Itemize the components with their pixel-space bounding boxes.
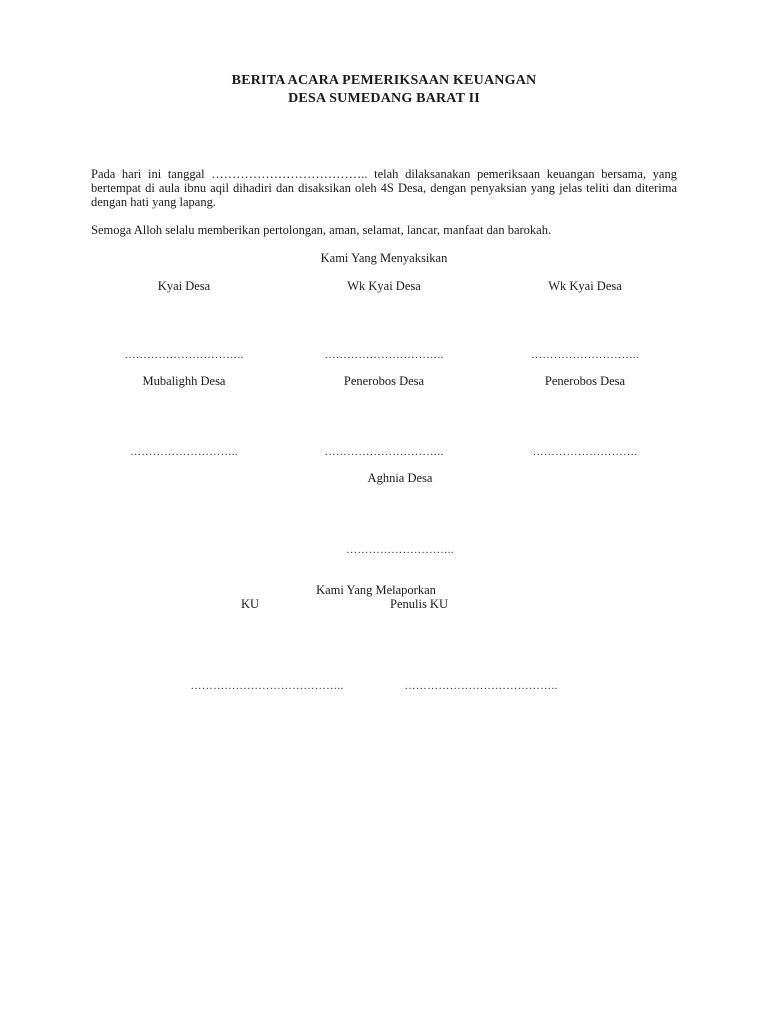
signature-line: ………………………….. [124,349,244,361]
signature-line: ………………………………….. [190,680,344,692]
signature-line: ………………………. [532,446,638,458]
document-title-line2: DESA SUMEDANG BARAT II [288,91,480,106]
opening-paragraph: Pada hari ini tanggal ……………………………….. telah dilaksanakan pemeriksaan keuangan bersama, yang bertempat di aula ibnu aqil dihadiri dan disaksikan oleh 4S Desa, dengan penyaksian yang jelas teliti dan diterima dengan hati yang lapang. [91,167,677,209]
witness-label-penerobos-desa-1: Penerobos Desa [343,374,425,388]
document-title-line1: BERITA ACARA PEMERIKSAAN KEUANGAN [231,73,537,88]
signature-line: ……………………….. [130,446,238,458]
signature-line: ………………………………….. [404,680,558,692]
reporter-label-penulis-ku: Penulis KU [390,597,448,611]
witnesses-heading: Kami Yang Menyaksikan [320,251,448,265]
reporter-label-ku: KU [240,597,260,611]
witness-label-kyai-desa: Kyai Desa [157,279,211,293]
witness-label-penerobos-desa-2: Penerobos Desa [544,374,626,388]
signature-line: ……………………….. [346,544,454,556]
witness-label-wk-kyai-desa-1: Wk Kyai Desa [347,279,421,293]
witness-label-mubaligh-desa: Mubalighh Desa [142,374,226,388]
prayer-paragraph: Semoga Alloh selalu memberikan pertolongan, aman, selamat, lancar, manfaat dan barokah. [91,223,552,237]
signature-line: ……………………….. [531,349,639,361]
signature-line: ………………………….. [324,349,444,361]
reporters-heading: Kami Yang Melaporkan [316,583,436,597]
witness-label-aghnia-desa: Aghnia Desa [367,471,433,485]
witness-label-wk-kyai-desa-2: Wk Kyai Desa [548,279,622,293]
signature-line: ………………………….. [324,446,444,458]
